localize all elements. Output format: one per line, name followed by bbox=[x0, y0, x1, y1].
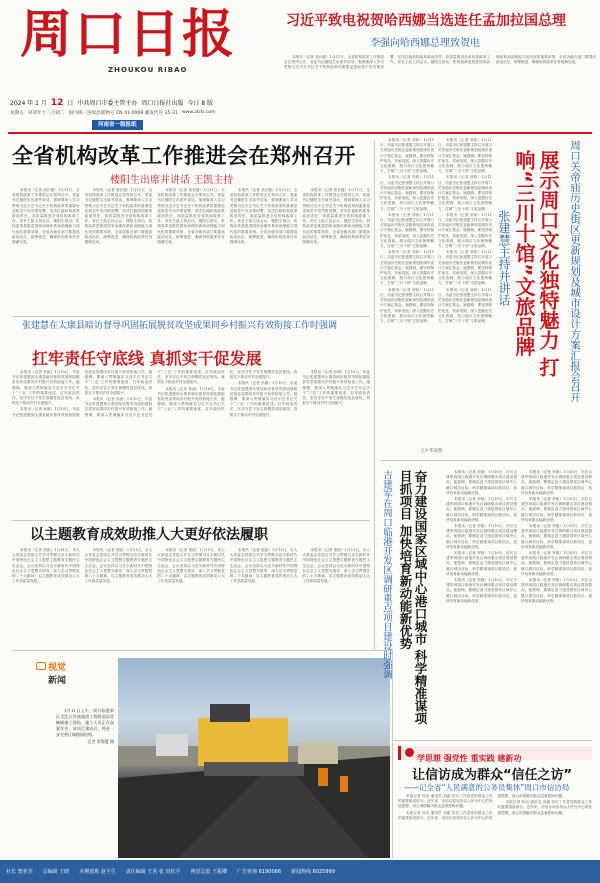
divider-4 bbox=[12, 650, 390, 651]
second-headline[interactable]: 扛牢责任守底线 真抓实干促发展 bbox=[32, 349, 262, 368]
paving-scene bbox=[118, 658, 390, 858]
footer-item: 本期值班 赵平生 bbox=[79, 869, 116, 875]
right-mid-headline[interactable]: 奋力建设国家区域中心港口城市 科学精准谋项目抓项目 加快培育新动能新优势 bbox=[398, 470, 428, 725]
edition: 今日 8 版 bbox=[187, 100, 214, 107]
publisher: 中共周口市委主管主办 bbox=[77, 100, 138, 107]
right-top-sign: 王少华说明 bbox=[420, 449, 443, 454]
photo-caption: 1月11日上午，周口临港新区至沈丘快速通道工程路面沥青摊铺施工现场，施工人员正在加紧作业。该项目建成后，将进一步完善区域路网结构。 记者 窦海慧 摄 bbox=[56, 708, 114, 744]
party-icon bbox=[405, 748, 414, 757]
divider-right-2 bbox=[394, 740, 592, 741]
bottom-right-banner bbox=[398, 746, 592, 763]
top-news-body: 本报讯（记者 高长健）1月11日，全省机构改革工作推进会在郑州召开。省委书记楼阳生出席并讲话，强调要深入学习贯彻习近平总书记关于机构改革的重要论述和党中央决策部署，坚决扛稳机构改革政治责任，高质量推进全省机构改革工作。省长王凯主持会议。楼阳生指出，机构改革是推进国家治理体系和治理能力现代化的重要举措，全省各级各部门要提高政治站位，统筹推进，确保机构改革任务圆满完成。 bbox=[284, 55, 596, 70]
right-top-side-title: 周口关帝庙历史街区更新规划及城市设计方案汇报会召开 bbox=[569, 140, 581, 403]
news-photo[interactable] bbox=[118, 658, 390, 858]
weekday: 星期五 bbox=[10, 111, 24, 116]
footer-item: 社长 窦亚杰 bbox=[6, 869, 33, 875]
third-body: 本报讯（记者 邢凯）1月11日，市人大常委会党组召开学习贯彻习近平新时代中国特色社会主义思想主题教育专题民主生活会。会议坚持以习近平新时代中国特色社会主义思想为指导，深入学习贯彻党的二十大精神，以主题教育成效推动人大工作高质量发展。 本报讯（记者 邢凯）1月11日，市人大常委会党组召开学习贯彻习近平新时代中国特色社会主义思想主题教育专题民主生活会。会议坚持以习近平新时代中国特色社会主义思想为指导，深入学习贯彻党的二十大精神，以主题教育成效推动人大工作高质量发展。 本报讯（记者 邢凯）1月11日，市人大常委会党组召开学习贯彻习近平新时代中国特色社会主义思想主题教育专题民主生活会。会议坚持以习近平新时代中国特色社会主义思想为指导，深入学习贯彻党的二十大精神，以主题教育成效推动人大工作高质量发展。 本报讯（记者 邢凯）1月11日，市人大常委会党组召开学习贯彻习近平新时代中国特色社会主义思想主题教育专题民主生活会。会议坚持以习近平新时代中国特色社会主义思想为指导，深入学习贯彻党的二十大精神，以主题教育成效推动人大工作高质量发展。 本报讯（记者 邢凯）1月11日，市人大常委会党组召开学习贯彻习近平新时代中国特色社会主义思想主题教育专题民主生活会。会议坚持以习近平新时代中国特色社会主义思想为指导，深入学习贯彻党的二十大精神，以主题教育成效推动人大工作高质量发展。 bbox=[12, 548, 370, 584]
right-mid-side-title: 吉建军在周口临港开发区调研重点项目建设时强调 bbox=[381, 470, 392, 679]
camera-icon bbox=[36, 662, 46, 670]
footer-item: 总编辑 王晓 bbox=[42, 869, 70, 875]
date-day: 12 bbox=[50, 98, 64, 108]
lead-headline[interactable]: 全省机构改革工作推进会在郑州召开 bbox=[12, 144, 356, 168]
date-bar bbox=[10, 98, 285, 108]
issn: 国内统一连续出版物号 CN 41-0069 邮发代号 35-31 bbox=[68, 111, 178, 116]
publisher2: 周口日报社出版 bbox=[141, 100, 184, 107]
masthead-title: 周口日报 bbox=[20, 4, 237, 65]
divider-top bbox=[8, 132, 592, 134]
footer-item: 责任编辑 王芮 张 田松平 bbox=[125, 869, 181, 875]
photo-label-1: 视觉 bbox=[48, 663, 67, 673]
footer-item: 视觉总监 王振卿 bbox=[190, 869, 228, 875]
footer-bar bbox=[0, 860, 600, 883]
site-url[interactable]: www.zkrb.com bbox=[181, 110, 216, 115]
photo-label bbox=[48, 660, 98, 690]
right-top-byline: 张建慧主持并讲话 bbox=[497, 210, 511, 306]
top-news-headline[interactable]: 习近平致电祝贺哈西娜当选连任孟加拉国总理 bbox=[286, 13, 566, 29]
bottom-right-subhead: ——记全省“人民满意的公务员集体”周口市信访局 bbox=[404, 783, 570, 792]
divider-3 bbox=[12, 520, 370, 521]
top-news-subhead: 李强向哈西娜总理致贺电 bbox=[370, 38, 480, 49]
bottom-right-body: 本报记者 杜岩 通讯员 刘霜 信访工作是党的群众工作的重要组成部分。近年来，市信访局坚持以人民为中心的发展思想，用心用情解决群众急难愁盼问题。 本报记者 杜岩 通讯员 刘霜 信访工作是党的群众工作的重要组成部分。近年来，市信访局坚持以人民为中心的发展思想，用心用情解决群众急难愁盼问题。 本报记者 杜岩 通讯员 刘霜 信访工作是党的群众工作的重要组成部分。近年来，市信访局坚持以人民为中心的发展思想，用心用情解决群众急难愁盼问题。 bbox=[398, 794, 592, 820]
third-headline[interactable]: 以主题教育成效助推人大更好依法履职 bbox=[30, 527, 268, 543]
right-top-headline[interactable]: 展示周口文化独特魅力 打响“三川十馆”文旅品牌 bbox=[512, 150, 560, 377]
date-bar-2 bbox=[10, 110, 285, 118]
right-top-body: 本报讯（记者 刘伟）1月11日，市委书记张建慧主持召开周口关帝庙历史街区更新规划及城市设计方案汇报会。她强调，要坚持保护优先、传承发展，深入挖掘历史文化资源，展示周口文化独特魅力，打响“三川十馆”文旅品牌。 本报讯（记者 刘伟）1月11日，市委书记张建慧主持召开周口关帝庙历史街区更新规划及城市设计方案汇报会。她强调，要坚持保护优先、传承发展，深入挖掘历史文化资源，展示周口文化独特魅力，打响“三川十馆”文旅品牌。 本报讯（记者 刘伟）1月11日，市委书记张建慧主持召开周口关帝庙历史街区更新规划及城市设计方案汇报会。她强调，要坚持保护优先、传承发展，深入挖掘历史文化资源，展示周口文化独特魅力，打响“三川十馆”文旅品牌。 本报讯（记者 刘伟）1月11日，市委书记张建慧主持召开周口关帝庙历史街区更新规划及城市设计方案汇报会。她强调，要坚持保护优先、传承发展，深入挖掘历史文化资源，展示周口文化独特魅力，打响“三川十馆”文旅品牌。 本报讯（记者 刘伟）1月11日，市委书记张建慧主持召开周口关帝庙历史街区更新规划及城市设计方案汇报会。她强调，要坚持保护优先、传承发展，深入挖掘历史文化资源，展示周口文化独特魅力，打响“三川十馆”文旅品牌。 本报讯（记者 刘伟）1月11日，市委书记张建慧主持召开周口关帝庙历史街区更新规划及城市设计方案汇报会。她强调，要坚持保护优先、传承发展，深入挖掘历史文化资源，展示周口文化独特魅力，打响“三川十馆”文旅品牌。 本报讯（记者 刘伟）1月11日，市委书记张建慧主持召开周口关帝庙历史街区更新规划及城市设计方案汇报会。她强调，要坚持保护优先、传承发展，深入挖掘历史文化资源，展示周口文化独特魅力，打响“三川十馆”文旅品牌。 本报讯（记者 刘伟）1月11日，市委书记张建慧主持召开周口关帝庙历史街区更新规划及城市设计方案汇报会。她强调，要坚持保护优先、传承发展，深入挖掘历史文化资源，展示周口文化独特魅力，打响“三川十馆”文旅品牌。 本报讯（记者 刘伟）1月11日，市委书记张建慧主持召开周口关帝庙历史街区更新规划及城市设计方案汇报会。她强调，要坚持保护优先、传承发展，深入挖掘历史文化资源，展示周口文化独特魅力，打响“三川十馆”文旅品牌。 本报讯（记者 刘伟）1月11日，市委书记张建慧主持召开周口关帝庙历史街区更新规划及城市设计方案汇报会。她强调，要坚持保护优先、传承发展，深入挖掘历史文化资源，展示周口文化独特魅力，打响“三川十馆”文旅品牌。 bbox=[380, 138, 492, 323]
right-mid-body: 本报讯（记者 李艳）1月10日，市长吉建军到周口临港开发区调研重点项目建设情况。他强调，要锚定奋力建设国家区域中心港口城市目标，科学精准谋项目抓项目，加快培育新动能新优势。 本报讯（记者 李艳）1月10日，市长吉建军到周口临港开发区调研重点项目建设情况。他强调，要锚定奋力建设国家区域中心港口城市目标，科学精准谋项目抓项目，加快培育新动能新优势。 本报讯（记者 李艳）1月10日，市长吉建军到周口临港开发区调研重点项目建设情况。他强调，要锚定奋力建设国家区域中心港口城市目标，科学精准谋项目抓项目，加快培育新动能新优势。 本报讯（记者 李艳）1月10日，市长吉建军到周口临港开发区调研重点项目建设情况。他强调，要锚定奋力建设国家区域中心港口城市目标，科学精准谋项目抓项目，加快培育新动能新优势。 本报讯（记者 李艳）1月10日，市长吉建军到周口临港开发区调研重点项目建设情况。他强调，要锚定奋力建设国家区域中心港口城市目标，科学精准谋项目抓项目，加快培育新动能新优势。 本报讯（记者 李艳）1月10日，市长吉建军到周口临港开发区调研重点项目建设情况。他强调，要锚定奋力建设国家区域中心港口城市目标，科学精准谋项目抓项目，加快培育新动能新优势。 本报讯（记者 李艳）1月10日，市长吉建军到周口临港开发区调研重点项目建设情况。他强调，要锚定奋力建设国家区域中心港口城市目标，科学精准谋项目抓项目，加快培育新动能新优势。 本报讯（记者 李艳）1月10日，市长吉建军到周口临港开发区调研重点项目建设情况。他强调，要锚定奋力建设国家区域中心港口城市目标，科学精准谋项目抓项目，加快培育新动能新优势。 本报讯（记者 李艳）1月10日，市长吉建军到周口临港开发区调研重点项目建设情况。他强调，要锚定奋力建设国家区域中心港口城市目标，科学精准谋项目抓项目，加快培育新动能新优势。 本报讯（记者 李艳）1月10日，市长吉建军到周口临港开发区调研重点项目建设情况。他强调，要锚定奋力建设国家区域中心港口城市目标，科学精准谋项目抓项目，加快培育新动能新优势。 bbox=[446, 470, 592, 603]
photo-label-2: 新闻 bbox=[48, 676, 67, 686]
divider-right-1 bbox=[380, 460, 592, 461]
footer-item: 广告咨询 6190066 bbox=[237, 869, 282, 875]
second-kicker: 张建慧在太康县暗访督导巩固拓展脱贫攻坚成果同乡村振兴有效衔接工作时强调 bbox=[22, 321, 338, 331]
lead-subhead: 楼阳生出席并讲话 王凯主持 bbox=[110, 175, 234, 186]
photo-credit: 记者 窦海慧 摄 bbox=[87, 739, 114, 744]
lead-body: 本报讯（记者 高长健）1月11日，全省机构改革工作推进会在郑州召开。省委书记楼阳生出席并讲话，强调要深入学习贯彻习近平总书记关于机构改革的重要论述和党中央决策部署，坚决扛稳机构改革政治责任，高质量推进全省机构改革工作。省长王凯主持会议。楼阳生指出，机构改革是推进国家治理体系和治理能力现代化的重要举措，全省各级各部门要提高政治站位，统筹推进，确保机构改革任务圆满完成。 本报讯（记者 高长健）1月11日，全省机构改革工作推进会在郑州召开。省委书记楼阳生出席并讲话，强调要深入学习贯彻习近平总书记关于机构改革的重要论述和党中央决策部署，坚决扛稳机构改革政治责任，高质量推进全省机构改革工作。省长王凯主持会议。楼阳生指出，机构改革是推进国家治理体系和治理能力现代化的重要举措，全省各级各部门要提高政治站位，统筹推进，确保机构改革任务圆满完成。 本报讯（记者 高长健）1月11日，全省机构改革工作推进会在郑州召开。省委书记楼阳生出席并讲话，强调要深入学习贯彻习近平总书记关于机构改革的重要论述和党中央决策部署，坚决扛稳机构改革政治责任，高质量推进全省机构改革工作。省长王凯主持会议。楼阳生指出，机构改革是推进国家治理体系和治理能力现代化的重要举措，全省各级各部门要提高政治站位，统筹推进，确保机构改革任务圆满完成。 本报讯（记者 高长健）1月11日，全省机构改革工作推进会在郑州召开。省委书记楼阳生出席并讲话，强调要深入学习贯彻习近平总书记关于机构改革的重要论述和党中央决策部署，坚决扛稳机构改革政治责任，高质量推进全省机构改革工作。省长王凯主持会议。楼阳生指出，机构改革是推进国家治理体系和治理能力现代化的重要举措，全省各级各部门要提高政治站位，统筹推进，确保机构改革任务圆满完成。 本报讯（记者 高长健）1月11日，全省机构改革工作推进会在郑州召开。省委书记楼阳生出席并讲话，强调要深入学习贯彻习近平总书记关于机构改革的重要论述和党中央决策部署，坚决扛稳机构改革政治责任，高质量推进全省机构改革工作。省长王凯主持会议。楼阳生指出，机构改革是推进国家治理体系和治理能力现代化的重要举措，全省各级各部门要提高政治站位，统筹推进，确保机构改革任务圆满完成。 bbox=[12, 188, 370, 245]
grade-badge: 河南省一级报纸 bbox=[92, 120, 143, 130]
date-suffix: 日 bbox=[67, 100, 74, 107]
footer-item: 新闻热线 6025999 bbox=[291, 869, 335, 875]
divider-2 bbox=[12, 316, 370, 317]
masthead-pinyin: ZHOUKOU RIBAO bbox=[108, 66, 188, 74]
bottom-right-headline[interactable]: 让信访成为群众“信任之访” bbox=[412, 768, 573, 783]
col-divider-photo bbox=[392, 650, 393, 858]
second-body: 本报讯（记者 孙丽）1月10日，市委书记张建慧到太康县暗访督导巩固拓展脱贫攻坚成果同乡村振兴有效衔接工作。她强调，要深入贯彻落实习近平总书记关于“三农”工作的重要论述，扛牢政治责任，坚决守住不发生规模性返贫底线，真抓实干推动乡村全面振兴。 本报讯（记者 孙丽）1月10日，市委书记张建慧到太康县暗访督导巩固拓展脱贫攻坚成果同乡村振兴有效衔接工作。她强调，要深入贯彻落实习近平总书记关于“三农”工作的重要论述，扛牢政治责任，坚决守住不发生规模性返贫底线，真抓实干推动乡村全面振兴。 本报讯（记者 孙丽）1月10日，市委书记张建慧到太康县暗访督导巩固拓展脱贫攻坚成果同乡村振兴有效衔接工作。她强调，要深入贯彻落实习近平总书记关于“三农”工作的重要论述，扛牢政治责任，坚决守住不发生规模性返贫底线，真抓实干推动乡村全面振兴。 本报讯（记者 孙丽）1月10日，市委书记张建慧到太康县暗访督导巩固拓展脱贫攻坚成果同乡村振兴有效衔接工作。她强调，要深入贯彻落实习近平总书记关于“三农”工作的重要论述，扛牢政治责任，坚决守住不发生规模性返贫底线，真抓实干推动乡村全面振兴。 本报讯（记者 孙丽）1月10日，市委书记张建慧到太康县暗访督导巩固拓展脱贫攻坚成果同乡村振兴有效衔接工作。她强调，要深入贯彻落实习近平总书记关于“三农”工作的重要论述，扛牢政治责任，坚决守住不发生规模性返贫底线，真抓实干推动乡村全面振兴。 本报讯（记者 孙丽）1月10日，市委书记张建慧到太康县暗访督导巩固拓展脱贫攻坚成果同乡村振兴有效衔接工作。她强调，要深入贯彻落实习近平总书记关于“三农”工作的重要论述，扛牢政治责任，坚决守住不发生规模性返贫底线，真抓实干推动乡村全面振兴。 bbox=[12, 370, 370, 417]
date-year: 2024 年 1 月 bbox=[10, 100, 47, 107]
banner-text: 学思想 强党性 重实践 建新功 bbox=[417, 754, 522, 763]
lunar: 癸卯年十二月初二 bbox=[27, 111, 65, 116]
col-divider-1 bbox=[374, 140, 375, 650]
